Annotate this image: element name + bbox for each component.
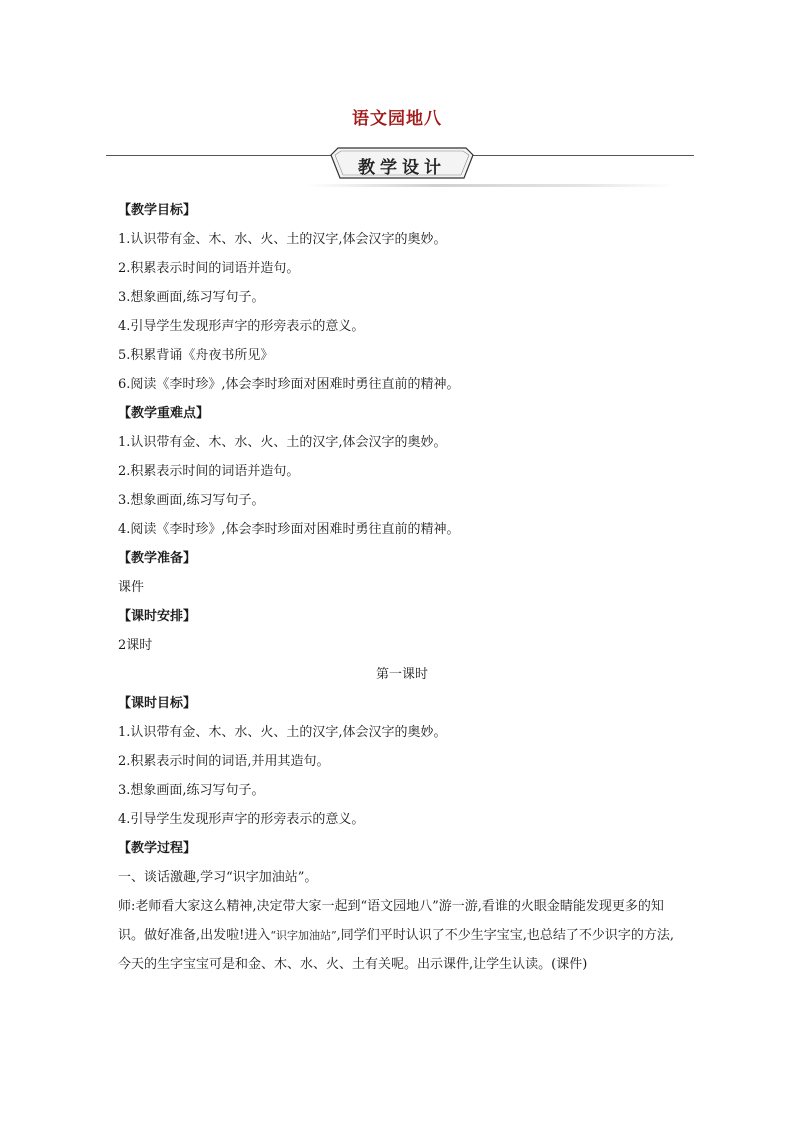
text-line: 1.认识带有金、木、水、火、土的汉字,体会汉字的奥妙。 <box>118 725 447 740</box>
intro-paragraph <box>118 892 686 979</box>
text-line: 5.积累背诵《舟夜书所见》 <box>118 348 274 363</box>
text-line: 3.想象画面,练习写句子。 <box>118 493 265 508</box>
section-heading: 【教学目标】 <box>118 203 197 218</box>
page-title: 语文园地八 <box>352 109 442 129</box>
document-body <box>118 196 686 979</box>
text-line: 2.积累表示时间的词语并造句。 <box>118 261 300 276</box>
text-line: 3.想象画面,练习写句子。 <box>118 290 265 305</box>
banner-title: 教学设计 <box>358 158 446 178</box>
section-heading: 【课时安排】 <box>118 609 197 624</box>
section-heading: 【教学准备】 <box>118 551 197 566</box>
text-line: 一、谈话激趣,学习“识字加油站”。 <box>118 870 318 885</box>
text-line: 课件 <box>118 580 145 595</box>
text-line: 1.认识带有金、木、水、火、土的汉字,体会汉字的奥妙。 <box>118 232 447 247</box>
text-line: 2.积累表示时间的词语并造句。 <box>118 464 300 479</box>
text-line: 3.想象画面,练习写句子。 <box>118 783 265 798</box>
paragraph-quoted: “识字加油站” <box>270 929 337 942</box>
text-line: 4.引导学生发现形声字的形旁表示的意义。 <box>118 812 365 827</box>
text-line: 2.积累表示时间的词语,并用其造句。 <box>118 754 330 769</box>
section-banner <box>106 146 694 188</box>
text-line: 4.阅读《李时珍》,体会李时珍面对困难时勇往直前的精神。 <box>118 522 460 537</box>
text-line: 1.认识带有金、木、水、火、土的汉字,体会汉字的奥妙。 <box>118 435 447 450</box>
text-line: 6.阅读《李时珍》,体会李时珍面对困难时勇往直前的精神。 <box>118 377 460 392</box>
content-lines <box>118 196 686 892</box>
text-line: 2课时 <box>118 638 153 653</box>
paragraph-text-1: 师:老师看大家这么精神,决定带大家一起到“语文园地八”游一游,看谁的火眼金睛能发现更多的知识。做好准备,出发啦!进入 <box>118 899 664 943</box>
paragraph-text-2: ,同学们平时认识了不少生字宝宝,也总结了不少识字的方法,今天的生字宝宝可是和金、木、水、火、土有关呢。出示课件,让学生认读。(课件) <box>118 928 675 972</box>
lesson-subtitle: 第一课时 <box>375 667 428 682</box>
section-heading: 【教学过程】 <box>118 841 197 856</box>
section-heading: 【课时目标】 <box>118 696 197 711</box>
section-heading: 【教学重难点】 <box>118 406 210 421</box>
text-line: 4.引导学生发现形声字的形旁表示的意义。 <box>118 319 365 334</box>
